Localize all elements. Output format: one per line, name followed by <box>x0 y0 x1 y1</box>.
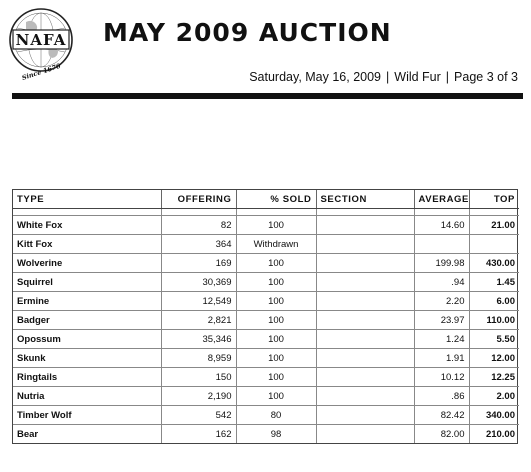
logo-text: NAFA <box>15 31 67 49</box>
section-cell <box>316 254 414 273</box>
type-cell: Skunk <box>13 349 161 368</box>
percent-sold-cell: 100 <box>236 254 316 273</box>
average-cell: 1.24 <box>414 330 469 349</box>
table-row <box>13 368 519 387</box>
offering-cell: 542 <box>161 406 236 425</box>
logo-since: Since 1670 <box>20 61 62 80</box>
percent-sold-cell: 100 <box>236 311 316 330</box>
offering-cell: 169 <box>161 254 236 273</box>
offering-cell: 2,821 <box>161 311 236 330</box>
section-cell <box>316 425 414 444</box>
percent-sold-cell: 100 <box>236 368 316 387</box>
section-cell <box>316 235 414 254</box>
percent-sold-cell: 100 <box>236 292 316 311</box>
type-cell: Ermine <box>13 292 161 311</box>
percent-sold-cell: 100 <box>236 349 316 368</box>
top-cell: 110.00 <box>469 311 519 330</box>
type-cell: Wolverine <box>13 254 161 273</box>
page-subtitle: Saturday, May 16, 2009 | Wild Fur | Page 3 of 3 <box>249 70 518 84</box>
section-cell <box>316 216 414 235</box>
header-percent-sold: % SOLD <box>236 190 316 209</box>
top-cell: 6.00 <box>469 292 519 311</box>
offering-cell: 364 <box>161 235 236 254</box>
type-cell: White Fox <box>13 216 161 235</box>
table-row <box>13 292 519 311</box>
spacer-row <box>13 209 519 216</box>
top-cell: 21.00 <box>469 216 519 235</box>
offering-cell: 12,549 <box>161 292 236 311</box>
average-cell: 1.91 <box>414 349 469 368</box>
type-cell: Nutria <box>13 387 161 406</box>
header-average: AVERAGE <box>414 190 469 209</box>
type-cell: Kitt Fox <box>13 235 161 254</box>
table-row <box>13 330 519 349</box>
average-cell: 10.12 <box>414 368 469 387</box>
average-cell: .94 <box>414 273 469 292</box>
auction-results-table <box>12 189 518 444</box>
section-cell <box>316 311 414 330</box>
average-cell: 14.60 <box>414 216 469 235</box>
average-cell: 23.97 <box>414 311 469 330</box>
section-cell <box>316 368 414 387</box>
percent-sold-cell: 100 <box>236 216 316 235</box>
offering-cell: 82 <box>161 216 236 235</box>
percent-sold-cell: 80 <box>236 406 316 425</box>
percent-sold-cell: 98 <box>236 425 316 444</box>
top-cell: 340.00 <box>469 406 519 425</box>
table-row <box>13 406 519 425</box>
section-cell <box>316 349 414 368</box>
top-cell: 12.00 <box>469 349 519 368</box>
type-cell: Timber Wolf <box>13 406 161 425</box>
section-cell <box>316 387 414 406</box>
table-row <box>13 311 519 330</box>
header-type: TYPE <box>13 190 161 209</box>
percent-sold-cell: Withdrawn <box>236 235 316 254</box>
header-rule <box>12 93 523 99</box>
average-cell: 82.00 <box>414 425 469 444</box>
top-cell: 5.50 <box>469 330 519 349</box>
table-row <box>13 216 519 235</box>
type-cell: Ringtails <box>13 368 161 387</box>
top-cell: 12.25 <box>469 368 519 387</box>
nafa-logo <box>4 4 84 80</box>
top-cell: 2.00 <box>469 387 519 406</box>
header-section: SECTION <box>316 190 414 209</box>
section-cell <box>316 406 414 425</box>
percent-sold-cell: 100 <box>236 330 316 349</box>
offering-cell: 150 <box>161 368 236 387</box>
top-cell: 210.00 <box>469 425 519 444</box>
table-row <box>13 425 519 444</box>
top-cell: 1.45 <box>469 273 519 292</box>
top-cell: 430.00 <box>469 254 519 273</box>
type-cell: Badger <box>13 311 161 330</box>
page-number: Page 3 of 3 <box>454 70 518 84</box>
offering-cell: 8,959 <box>161 349 236 368</box>
top-cell <box>469 235 519 254</box>
offering-cell: 30,369 <box>161 273 236 292</box>
section-cell <box>316 330 414 349</box>
average-cell: 199.98 <box>414 254 469 273</box>
globe-seal-icon <box>4 4 84 80</box>
average-cell: 2.20 <box>414 292 469 311</box>
table-row <box>13 349 519 368</box>
header-offering: OFFERING <box>161 190 236 209</box>
type-cell: Opossum <box>13 330 161 349</box>
average-cell <box>414 235 469 254</box>
table-row <box>13 273 519 292</box>
percent-sold-cell: 100 <box>236 387 316 406</box>
table-row <box>13 387 519 406</box>
offering-cell: 35,346 <box>161 330 236 349</box>
offering-cell: 162 <box>161 425 236 444</box>
average-cell: .86 <box>414 387 469 406</box>
percent-sold-cell: 100 <box>236 273 316 292</box>
auction-date: Saturday, May 16, 2009 <box>249 70 382 84</box>
section-cell <box>316 273 414 292</box>
average-cell: 82.42 <box>414 406 469 425</box>
table-header-row <box>13 190 519 209</box>
section-cell <box>316 292 414 311</box>
offering-cell: 2,190 <box>161 387 236 406</box>
fur-category: Wild Fur <box>394 70 441 84</box>
table-row <box>13 235 519 254</box>
page-title: MAY 2009 AUCTION <box>103 18 392 47</box>
table-row <box>13 254 519 273</box>
type-cell: Squirrel <box>13 273 161 292</box>
type-cell: Bear <box>17 428 39 440</box>
header-top: TOP <box>469 190 519 209</box>
